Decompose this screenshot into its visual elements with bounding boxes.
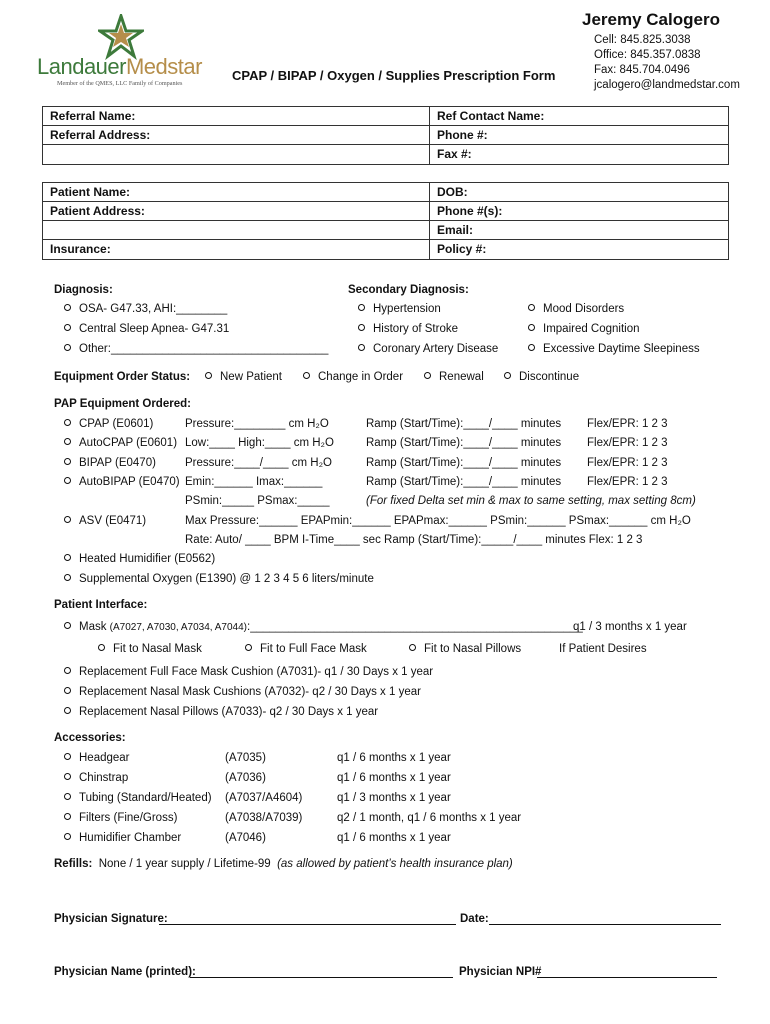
physician-npi-line[interactable] [537,966,717,978]
accessory-code: (A7046) [225,832,266,844]
autobipap-flex[interactable]: Flex/EPR: 1 2 3 [587,476,668,488]
contact-email: jcalogero@landmedstar.com [594,79,740,91]
refill-options[interactable]: None / 1 year supply / Lifetime-99 [98,858,271,870]
radio-circle-icon [504,372,511,379]
fit-full-option[interactable]: Fit to Full Face Mask [245,643,367,655]
physician-name-label: Physician Name (printed): [54,966,196,978]
oxygen-option[interactable]: Supplemental Oxygen (E1390) @ 1 2 3 4 5 6 liters/minute [64,573,374,585]
radio-circle-icon [245,644,252,651]
radio-circle-icon [64,554,71,561]
radio-circle-icon [303,372,310,379]
nasal-pillows-option[interactable]: Replacement Nasal Pillows (A7033)- q2 / 30 Days x 1 year [64,706,378,718]
radio-circle-icon [64,667,71,674]
sdx-hypertension-option[interactable]: Hypertension [358,303,441,315]
radio-circle-icon [358,304,365,311]
radio-circle-icon [64,833,71,840]
referral-name-field[interactable]: Referral Name: [43,107,430,125]
autobipap-ramp[interactable]: Ramp (Start/Time):____/____ minutes [366,476,562,488]
physician-signature-line[interactable] [159,913,456,925]
autocpap-flex[interactable]: Flex/EPR: 1 2 3 [587,437,668,449]
cpap-ramp[interactable]: Ramp (Start/Time):____/____ minutes [366,418,562,430]
radio-circle-icon [358,324,365,331]
status-renewal-option[interactable]: Renewal [424,371,484,383]
radio-circle-icon [528,324,535,331]
radio-circle-icon [64,304,71,311]
interface-label: Patient Interface: [54,599,148,611]
referral-address-field[interactable]: Referral Address: [43,126,430,144]
accessory-frequency: q1 / 3 months x 1 year [337,792,451,804]
asv-rate[interactable]: Rate: Auto/ ____ BPM I-Time____ sec Ramp (Start/Time):_____/____ minutes Flex: 1 2 3 [185,534,643,546]
status-change-option[interactable]: Change in Order [303,371,403,383]
sdx-mood-option[interactable]: Mood Disorders [528,303,624,315]
radio-circle-icon [528,304,535,311]
sdx-sleepiness-option[interactable]: Excessive Daytime Sleepiness [528,343,700,355]
accessory-item[interactable]: Tubing (Standard/Heated) [64,792,212,804]
bipap-ramp[interactable]: Ramp (Start/Time):____/____ minutes [366,457,562,469]
date-label: Date: [460,913,489,925]
radio-circle-icon [424,372,431,379]
logo-tagline: Member of the QMES, LLC Family of Companies [57,80,183,87]
radio-circle-icon [358,344,365,351]
radio-circle-icon [409,644,416,651]
referral-address-line2[interactable] [43,145,430,164]
patient-email-field[interactable]: Email: [437,223,474,237]
pap-asv-option[interactable]: ASV (E0471) [64,515,146,527]
radio-circle-icon [64,687,71,694]
accessory-code: (A7036) [225,772,266,784]
accessory-item[interactable]: Filters (Fine/Gross) [64,812,177,824]
autocpap-pressure[interactable]: Low:____ High:____ cm H₂O [185,437,334,449]
fit-nasal-option[interactable]: Fit to Nasal Mask [98,643,202,655]
policy-field[interactable]: Policy #: [437,242,487,256]
fixed-delta-note: (For fixed Delta set min & max to same setting, max setting 8cm) [366,495,696,507]
referral-box [42,106,729,165]
pap-autobipap-option[interactable]: AutoBIPAP (E0470) [64,476,180,488]
mask-frequency: q1 / 3 months x 1 year [573,621,687,633]
accessory-frequency: q1 / 6 months x 1 year [337,772,451,784]
sdx-cognition-option[interactable]: Impaired Cognition [528,323,640,335]
pap-cpap-option[interactable]: CPAP (E0601) [64,418,153,430]
pap-label: PAP Equipment Ordered: [54,398,191,410]
contact-fax: Fax: 845.704.0496 [594,64,690,76]
radio-circle-icon [64,753,71,760]
radio-circle-icon [64,344,71,351]
radio-circle-icon [64,438,71,445]
radio-circle-icon [205,372,212,379]
accessory-frequency: q1 / 6 months x 1 year [337,752,451,764]
accessory-frequency: q1 / 6 months x 1 year [337,832,451,844]
asv-pressures[interactable]: Max Pressure:______ EPAPmin:______ EPAPmax:______ PSmin:______ PSmax:______ cm H₂O [185,515,691,527]
referral-phone-field[interactable]: Phone #: [437,128,488,142]
bipap-flex[interactable]: Flex/EPR: 1 2 3 [587,457,668,469]
form-title: CPAP / BIPAP / Oxygen / Supplies Prescription Form [232,68,556,83]
status-discontinue-option[interactable]: Discontinue [504,371,579,383]
accessory-item[interactable]: Chinstrap [64,772,128,784]
physician-npi-label: Physician NPI# [459,966,542,978]
patient-name-field[interactable]: Patient Name: [43,183,430,201]
patient-address-field[interactable]: Patient Address: [43,202,430,220]
patient-phones-field[interactable]: Phone #(s): [437,204,503,218]
sdx-cad-option[interactable]: Coronary Artery Disease [358,343,498,355]
dx-osa-option[interactable]: OSA- G47.33, AHI:________ [64,303,227,315]
referral-fax-field[interactable]: Fax #: [437,147,472,161]
diagnosis-label: Diagnosis: [54,284,113,296]
accessory-frequency: q2 / 1 month, q1 / 6 months x 1 year [337,812,522,824]
patient-address-line2[interactable] [43,221,430,239]
radio-circle-icon [98,644,105,651]
pap-autocpap-option[interactable]: AutoCPAP (E0601) [64,437,177,449]
patient-box [42,182,729,260]
accessory-code: (A7035) [225,752,266,764]
if-patient-desires: If Patient Desires [559,643,647,655]
accessory-code: (A7038/A7039) [225,812,303,824]
radio-circle-icon [528,344,535,351]
bipap-pressure[interactable]: Pressure:____/____ cm H₂O [185,457,333,469]
dx-other-option[interactable]: Other:__________________________________ [64,343,328,355]
autobipap-pressure[interactable]: Emin:______ Imax:______ [185,476,323,488]
dx-central-option[interactable]: Central Sleep Apnea- G47.31 [64,323,229,335]
contact-cell: Cell: 845.825.3038 [594,34,691,46]
radio-circle-icon [64,324,71,331]
autocpap-ramp[interactable]: Ramp (Start/Time):____/____ minutes [366,437,562,449]
humidifier-option[interactable]: Heated Humidifier (E0562) [64,553,215,565]
accessory-code: (A7037/A4604) [225,792,303,804]
sdx-stroke-option[interactable]: History of Stroke [358,323,458,335]
radio-circle-icon [64,419,71,426]
accessory-item[interactable]: Headgear [64,752,130,764]
radio-circle-icon [64,574,71,581]
full-cushion-option[interactable]: Replacement Full Face Mask Cushion (A7031)- q1 / 30 Days x 1 year [64,666,433,678]
mask-option[interactable]: Mask (A7027, A7030, A7034, A7044):____________________________________________________ [64,621,583,633]
cpap-flex[interactable]: Flex/EPR: 1 2 3 [587,418,668,430]
dob-field[interactable]: DOB: [437,185,468,199]
ref-contact-name-field[interactable]: Ref Contact Name: [437,109,545,123]
physician-signature-label: Physician Signature: [54,913,168,925]
radio-circle-icon [64,458,71,465]
radio-circle-icon [64,622,71,629]
radio-circle-icon [64,707,71,714]
secondary-diagnosis-label: Secondary Diagnosis: [348,284,469,296]
physician-name-line[interactable] [190,966,453,978]
radio-circle-icon [64,477,71,484]
order-status-label: Equipment Order Status: [54,371,191,383]
fit-pillows-option[interactable]: Fit to Nasal Pillows [409,643,521,655]
contact-office: Office: 845.357.0838 [594,49,701,61]
status-new-option[interactable]: New Patient [205,371,282,383]
logo-wordmark: LandauerMedstar [37,54,202,79]
radio-circle-icon [64,773,71,780]
radio-circle-icon [64,793,71,800]
refills-line: Refills: None / 1 year supply / Lifetime-99 (as allowed by patient’s health insurance plan) [54,858,513,870]
autobipap-ps[interactable]: PSmin:_____ PSmax:_____ [185,495,330,507]
radio-circle-icon [64,516,71,523]
nasal-cushion-option[interactable]: Replacement Nasal Mask Cushions (A7032)- q2 / 30 Days x 1 year [64,686,421,698]
radio-circle-icon [64,813,71,820]
cpap-pressure[interactable]: Pressure:________ cm H₂O [185,418,329,430]
contact-name: Jeremy Calogero [582,10,720,29]
accessories-label: Accessories: [54,732,126,744]
pap-bipap-option[interactable]: BIPAP (E0470) [64,457,156,469]
accessory-item[interactable]: Humidifier Chamber [64,832,181,844]
date-line[interactable] [489,913,721,925]
insurance-field[interactable]: Insurance: [43,240,430,259]
